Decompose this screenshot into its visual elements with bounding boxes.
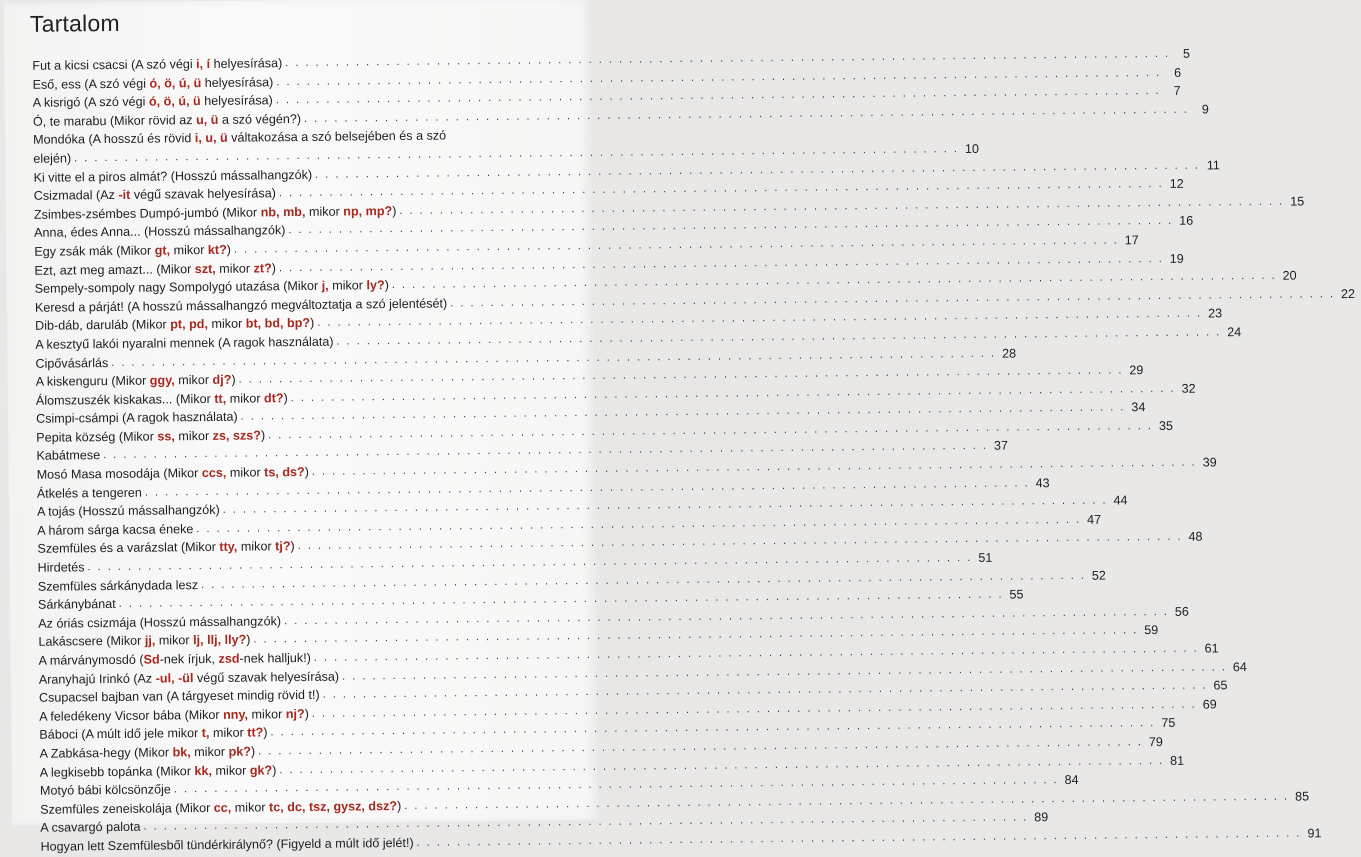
- page-number: 59: [1144, 623, 1159, 638]
- page-number: 9: [1201, 102, 1209, 117]
- highlighted-letters: j,: [321, 278, 329, 293]
- entry-text: Csizmadal (Az: [33, 188, 119, 203]
- entry-text: Szemfüles és a varázslat (Mikor: [37, 540, 220, 557]
- entry-text: A tojás (Hosszú mássalhangzók): [36, 503, 220, 520]
- entry-text: Egy zsák mák (Mikor: [34, 243, 155, 259]
- entry-text: ): [246, 632, 251, 647]
- entry-text: Keresd a párját! (A hosszú mássalhangzó megváltoztatja a szó jelentését): [34, 296, 448, 315]
- highlighted-letters: i, í: [196, 56, 211, 72]
- entry-text: Hirdetés: [37, 560, 85, 575]
- page-number: 55: [1009, 587, 1024, 602]
- highlighted-letters: ó, ö, ú, ü: [148, 94, 201, 109]
- toc-entry-title: [34, 184, 276, 205]
- toc-entry-title: [39, 742, 255, 763]
- entry-text: mikor: [247, 706, 286, 722]
- entry-text: mikor: [190, 744, 229, 760]
- page-number: 48: [1188, 530, 1203, 545]
- entry-text: helyesírása): [200, 93, 273, 109]
- entry-text: ): [392, 203, 397, 218]
- entry-text: mikor: [174, 428, 213, 444]
- entry-text: Lakáscsere (Mikor: [38, 634, 145, 650]
- entry-text: helyesírása): [210, 56, 283, 71]
- toc-entry-title: [38, 576, 198, 596]
- highlighted-letters: ccs,: [201, 465, 227, 481]
- toc-entry-title: [38, 558, 85, 577]
- toc-entry-title: [33, 91, 273, 112]
- entry-text: ): [226, 242, 232, 257]
- highlighted-letters: tty,: [219, 540, 238, 555]
- entry-text: Csupacsel bajban van (A tárgyeset mindig rövid t!): [38, 688, 320, 705]
- entry-text: Cipővásárlás: [35, 355, 109, 371]
- entry-text: A három sárga kacsa éneke: [37, 521, 194, 538]
- entry-text: ): [290, 539, 295, 554]
- page-number: 52: [1091, 568, 1106, 583]
- highlighted-letters: lj, llj, lly?: [192, 632, 247, 648]
- entry-text: ): [304, 706, 309, 721]
- entry-text: -nek írjuk,: [159, 651, 219, 667]
- page-number: 85: [1294, 789, 1310, 804]
- entry-text: Pepita község (Mikor: [36, 429, 158, 445]
- page-number: 35: [1158, 418, 1173, 433]
- page-number: 75: [1161, 716, 1176, 731]
- highlighted-letters: nj?: [285, 706, 305, 721]
- toc-entry-title: [37, 520, 193, 540]
- toc-entry-title: [40, 761, 277, 782]
- highlighted-letters: dt?: [263, 390, 284, 406]
- entry-text: -nek halljuk!): [239, 650, 311, 666]
- entry-text: Báboci (A múlt idő jele mikor: [39, 726, 202, 743]
- highlighted-letters: pt, pd,: [170, 317, 209, 332]
- book-page: [4, 0, 1356, 854]
- highlighted-letters: Sd: [143, 652, 160, 667]
- entry-text: A kiskenguru (Mikor: [35, 373, 150, 389]
- entry-text: mikor: [211, 763, 250, 778]
- entry-text: A csavargó palota: [40, 820, 141, 836]
- entry-text: ): [397, 798, 402, 813]
- entry-text: helyesírása): [201, 74, 274, 90]
- highlighted-letters: bk,: [172, 745, 191, 760]
- toc-entry-title: [38, 595, 116, 614]
- page-number: 6: [1174, 65, 1182, 80]
- entry-text: Álomszuszék kiskakas... (Mikor: [35, 391, 215, 408]
- highlighted-letters: cc,: [213, 800, 232, 815]
- highlighted-letters: ts, ds?: [264, 465, 305, 480]
- highlighted-letters: gt,: [154, 243, 171, 258]
- highlighted-letters: ss,: [157, 429, 175, 444]
- toc-entry-title: [36, 426, 265, 447]
- page-number: 43: [1035, 475, 1050, 490]
- highlighted-letters: tt,: [214, 391, 227, 406]
- entry-text: ): [272, 762, 277, 777]
- page-number: 15: [1290, 194, 1305, 209]
- highlighted-letters: -it: [118, 187, 131, 203]
- page-number: 19: [1169, 251, 1184, 266]
- entry-text: Szemfüles zeneiskolája (Mikor: [40, 800, 214, 817]
- highlighted-letters: ly?: [366, 278, 385, 293]
- page-number: 20: [1282, 268, 1297, 283]
- page-number: 91: [1307, 826, 1322, 841]
- entry-text: Zsimbes-zsémbes Dumpó-jumbó (Mikor: [33, 205, 261, 222]
- page-number: 79: [1148, 734, 1163, 750]
- page-number: 23: [1207, 306, 1223, 321]
- page-number: 28: [1001, 346, 1017, 361]
- page-number: 37: [993, 439, 1009, 454]
- toc-entry-title: [32, 73, 273, 94]
- entry-text: Dib-dáb, daruláb (Mikor: [35, 317, 171, 334]
- highlighted-letters: bt, bd, bp?: [245, 316, 311, 331]
- highlighted-letters: i, u, ü: [194, 131, 228, 146]
- highlighted-letters: t,: [201, 726, 210, 741]
- entry-text: ): [384, 278, 389, 293]
- entry-text: Fut a kicsi csacsi (A szó végi: [32, 57, 197, 73]
- entry-text: ): [304, 464, 309, 480]
- entry-text: mikor: [226, 465, 265, 480]
- entry-text: ): [260, 428, 266, 443]
- highlighted-letters: tc, dc, tsz, gysz, dsz?: [268, 798, 398, 815]
- page-number: 32: [1181, 381, 1196, 396]
- entry-text: ): [263, 725, 268, 740]
- highlighted-letters: np, mp?: [343, 203, 393, 219]
- entry-text: ): [283, 390, 288, 405]
- page-number: 29: [1129, 363, 1144, 378]
- page-number: 44: [1113, 493, 1128, 508]
- entry-text: ): [271, 260, 277, 275]
- entry-text: Átkelés a tengeren: [36, 485, 142, 501]
- entry-text: elején): [33, 151, 72, 166]
- highlighted-letters: nb, mb,: [260, 204, 306, 220]
- page-number: 39: [1202, 455, 1217, 470]
- toc-entry-title: [38, 612, 281, 633]
- highlighted-letters: gk?: [249, 762, 273, 778]
- page-number: 89: [1034, 810, 1049, 825]
- toc-entry-title: [35, 354, 108, 373]
- toc-entry-title: [36, 371, 236, 392]
- entry-text: Mosó Masa mosodája (Mikor: [36, 466, 202, 482]
- toc-entry-title: [38, 631, 250, 652]
- highlighted-letters: u, ü: [195, 112, 219, 127]
- toc-entry-title: [40, 781, 171, 801]
- page-number: 10: [964, 141, 980, 157]
- highlighted-letters: ó, ö, ú, ü: [149, 75, 202, 91]
- highlighted-letters: nny,: [222, 707, 249, 722]
- table-of-contents: [32, 46, 1356, 856]
- page-title: Tartalom: [29, 9, 120, 37]
- entry-text: A legkisebb topánka (Mikor: [39, 763, 195, 780]
- entry-text: ): [310, 316, 315, 331]
- page-number: 7: [1173, 83, 1181, 99]
- entry-text: ): [231, 372, 236, 387]
- entry-text: váltakozása a szó belsejében és a szó: [227, 128, 447, 146]
- toc-entry-title: [39, 705, 309, 726]
- entry-text: Hogyan lett Szemfülesből tündérkirálynő? (Figyeld a múlt idő jelét!): [40, 835, 414, 854]
- page-number: 65: [1213, 678, 1228, 693]
- entry-text: mikor: [215, 261, 254, 276]
- entry-text: mikor: [231, 800, 270, 815]
- entry-text: végű szavak helyesírása): [193, 669, 340, 685]
- page-number: 84: [1064, 773, 1079, 788]
- toc-entry-title: [39, 724, 267, 745]
- page-number: 47: [1087, 512, 1102, 527]
- toc-entry-title: [36, 408, 238, 429]
- entry-text: Sárkánybánat: [37, 597, 116, 612]
- entry-text: Eső, ess (A szó végi: [32, 76, 150, 92]
- entry-text: mikor: [226, 391, 265, 406]
- page-number: 64: [1232, 659, 1247, 674]
- toc-entry-title: [33, 149, 71, 168]
- toc-entry-title: [34, 259, 276, 280]
- page-number: 56: [1174, 604, 1189, 619]
- highlighted-letters: pk?: [228, 744, 251, 759]
- page-number: 11: [1206, 157, 1220, 173]
- highlighted-letters: ggy,: [149, 373, 175, 388]
- entry-text: A Zabkása-hegy (Mikor: [39, 745, 173, 761]
- entry-text: Motyó bábi kölcsönzője: [39, 782, 171, 798]
- entry-text: mikor: [155, 633, 194, 648]
- entry-text: Mondóka (A hosszú és rövid: [33, 131, 195, 148]
- entry-text: A kesztyű lakói nyaralni mennek (A ragok használata): [35, 334, 334, 352]
- page-number: 24: [1227, 325, 1242, 340]
- highlighted-letters: jj,: [144, 633, 156, 649]
- page-number: 5: [1182, 46, 1191, 61]
- toc-entry-title: [40, 834, 413, 856]
- entry-text: ): [250, 744, 256, 759]
- entry-text: Aranyhajú Irinkó (Az: [38, 671, 156, 687]
- highlighted-letters: zt?: [253, 260, 272, 276]
- page-number: 61: [1204, 641, 1219, 656]
- entry-text: mikor: [237, 539, 276, 555]
- highlighted-letters: -ul, -ül: [155, 670, 194, 686]
- entry-text: végű szavak helyesírása): [130, 186, 276, 202]
- entry-text: Csimpi-csámpi (A ragok használata): [35, 409, 238, 427]
- entry-text: Az óriás csizmája (Hosszú mássalhangzók): [38, 614, 282, 631]
- entry-text: A feledékeny Vicsor bába (Mikor: [39, 707, 224, 724]
- page-number: 16: [1179, 213, 1194, 229]
- entry-text: Ki vitte el a piros almát? (Hosszú mássalhangzók): [33, 167, 313, 185]
- entry-text: Anna, édes Anna... (Hosszú mássalhangzók): [34, 223, 286, 241]
- page-number: 81: [1170, 753, 1185, 768]
- highlighted-letters: kk,: [194, 763, 213, 778]
- entry-text: Szemfüles sárkánydada lesz: [37, 577, 199, 594]
- entry-text: a szó végén?): [218, 111, 302, 127]
- entry-text: Ezt, azt meg amazt... (Mikor: [34, 261, 195, 278]
- highlighted-letters: zsd: [218, 651, 240, 666]
- toc-entry-title: [37, 501, 220, 522]
- entry-text: mikor: [207, 316, 246, 332]
- toc-entry-title: [40, 818, 140, 838]
- page-number: 17: [1124, 233, 1139, 248]
- page-number: 22: [1340, 286, 1356, 301]
- highlighted-letters: kt?: [207, 242, 227, 257]
- entry-text: mikor: [305, 204, 344, 219]
- entry-text: Ó, te marabu (Mikor rövid az: [32, 112, 197, 129]
- entry-text: mikor: [328, 278, 367, 293]
- highlighted-letters: szt,: [194, 261, 216, 276]
- highlighted-letters: zs, szs?: [212, 428, 262, 443]
- page-number: 12: [1169, 176, 1184, 192]
- entry-text: A márványmosdó (: [38, 652, 144, 668]
- entry-text: Sempely-sompoly nagy Sompolygó utazása (Mikor: [34, 278, 322, 296]
- highlighted-letters: tj?: [275, 539, 291, 554]
- highlighted-letters: tt?: [247, 725, 264, 740]
- toc-entry-title: [34, 241, 231, 262]
- entry-text: A kisrigó (A szó végi: [32, 94, 150, 110]
- entry-text: mikor: [209, 725, 248, 741]
- page-number: 34: [1131, 400, 1146, 415]
- entry-text: mikor: [169, 242, 208, 258]
- highlighted-letters: dj?: [212, 372, 232, 388]
- page-number: 51: [978, 550, 993, 565]
- entry-text: mikor: [174, 373, 213, 388]
- entry-text: Kabátmese: [36, 448, 101, 464]
- toc-entry-title: [37, 483, 142, 503]
- toc-entry-title: [36, 447, 100, 466]
- page-number: 69: [1202, 697, 1217, 712]
